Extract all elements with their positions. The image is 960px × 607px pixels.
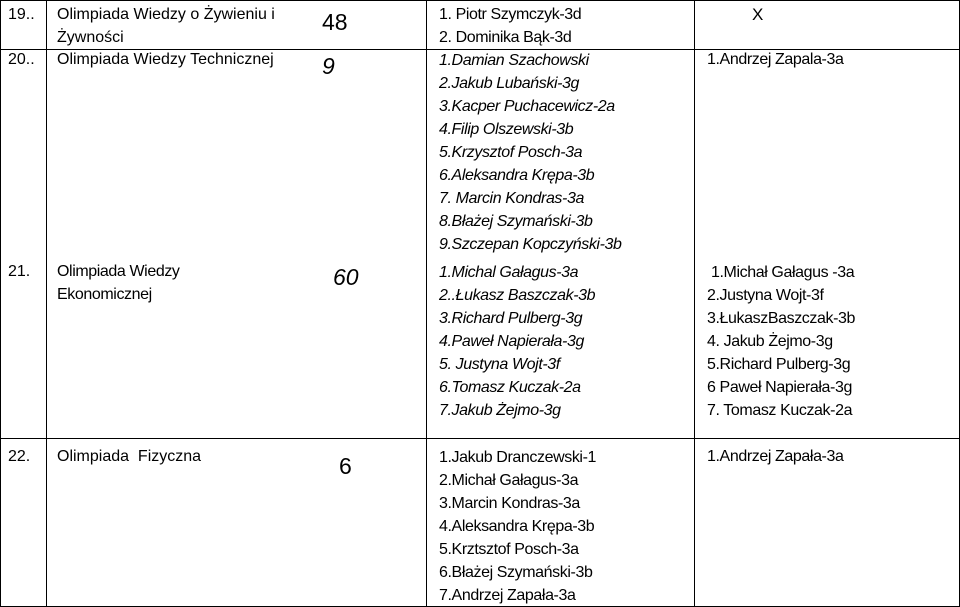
column-divider (426, 0, 427, 607)
participant-list (439, 4, 581, 50)
list-item: 3.Richard Pulberg-3g (439, 310, 583, 327)
list-item: 7. Marcin Kondras-3a (439, 190, 584, 207)
olympiad-name: Olimpiada Wiedzy Technicznej (57, 51, 274, 68)
list-item: 2..Łukasz Baszczak-3b (439, 287, 596, 304)
list-item: 2. Dominika Bąk-3d (439, 29, 572, 46)
list-item: 6.Tomasz Kuczak-2a (439, 379, 581, 396)
list-item: 8.Błażej Szymański-3b (439, 213, 593, 230)
list-item: 5.Richard Pulberg-3g (707, 356, 851, 373)
finalist-list (707, 261, 855, 422)
row-number: 20.. (8, 51, 35, 68)
list-item: 2.Michał Gałagus-3a (439, 472, 579, 489)
row-number: 21. (8, 263, 31, 280)
list-item: 2.Justyna Wojt-3f (707, 287, 824, 304)
list-item: 3.Kacper Puchacewicz-2a (439, 98, 615, 115)
olympiad-name: Olimpiada Fizyczna (57, 448, 202, 465)
list-item: 4.Aleksandra Krępa-3b (439, 518, 595, 535)
finalist-item: X (752, 5, 764, 24)
list-item: 7.Andrzej Zapała-3a (439, 587, 576, 604)
list-item: 4. Jakub Żejmo-3g (707, 333, 833, 350)
list-item: 2.Jakub Lubański-3g (439, 75, 580, 92)
participant-count: 48 (322, 9, 348, 35)
list-item: 9.Szczepan Kopczyński-3b (439, 236, 622, 253)
list-item: 3.ŁukaszBaszczak-3b (707, 310, 856, 327)
list-item: 1.Damian Szachowski (439, 52, 589, 69)
participant-list (439, 446, 596, 607)
list-item: 7.Jakub Żejmo-3g (439, 402, 561, 419)
olympiad-name: Ekonomicznej (57, 286, 152, 303)
list-item: 1.Michal Gałagus-3a (439, 264, 579, 281)
list-item: 6 Paweł Napierała-3g (707, 379, 852, 396)
participant-count: 9 (322, 53, 335, 79)
list-item: 7. Tomasz Kuczak-2a (707, 402, 853, 419)
row-divider (0, 438, 960, 439)
participant-list (439, 261, 595, 422)
column-divider (46, 0, 47, 607)
finalist-item: 1.Andrzej Zapała-3a (707, 448, 844, 465)
column-divider (0, 0, 1, 607)
olympiad-name: Żywności (57, 29, 124, 46)
list-item: 1.Jakub Dranczewski-1 (439, 449, 596, 466)
row-divider (0, 0, 960, 1)
finalist-item: 1.Andrzej Zapala-3a (707, 51, 844, 68)
list-item: 5.Krztsztof Posch-3a (439, 541, 579, 558)
column-divider (694, 0, 695, 607)
list-item: 6.Aleksandra Krępa-3b (439, 167, 595, 184)
list-item: 6.Błażej Szymański-3b (439, 564, 593, 581)
row-number: 22. (8, 448, 31, 465)
list-item: 4.Filip Olszewski-3b (439, 121, 574, 138)
list-item: 5.Krzysztof Posch-3a (439, 144, 583, 161)
participant-count: 6 (339, 453, 352, 479)
olympiad-name: Olimpiada Wiedzy o Żywieniu i (57, 6, 275, 23)
list-item: 1. Piotr Szymczyk-3d (439, 6, 582, 23)
olympiad-name: Olimpiada Wiedzy (57, 263, 180, 280)
list-item: 3.Marcin Kondras-3a (439, 495, 580, 512)
list-item: 5. Justyna Wojt-3f (439, 356, 560, 373)
participant-count: 60 (333, 264, 359, 290)
row-number: 19.. (8, 6, 35, 23)
list-item: 4.Paweł Napierała-3g (439, 333, 584, 350)
participant-list (439, 49, 622, 256)
list-item: 1.Michał Gałagus -3a (711, 264, 855, 281)
